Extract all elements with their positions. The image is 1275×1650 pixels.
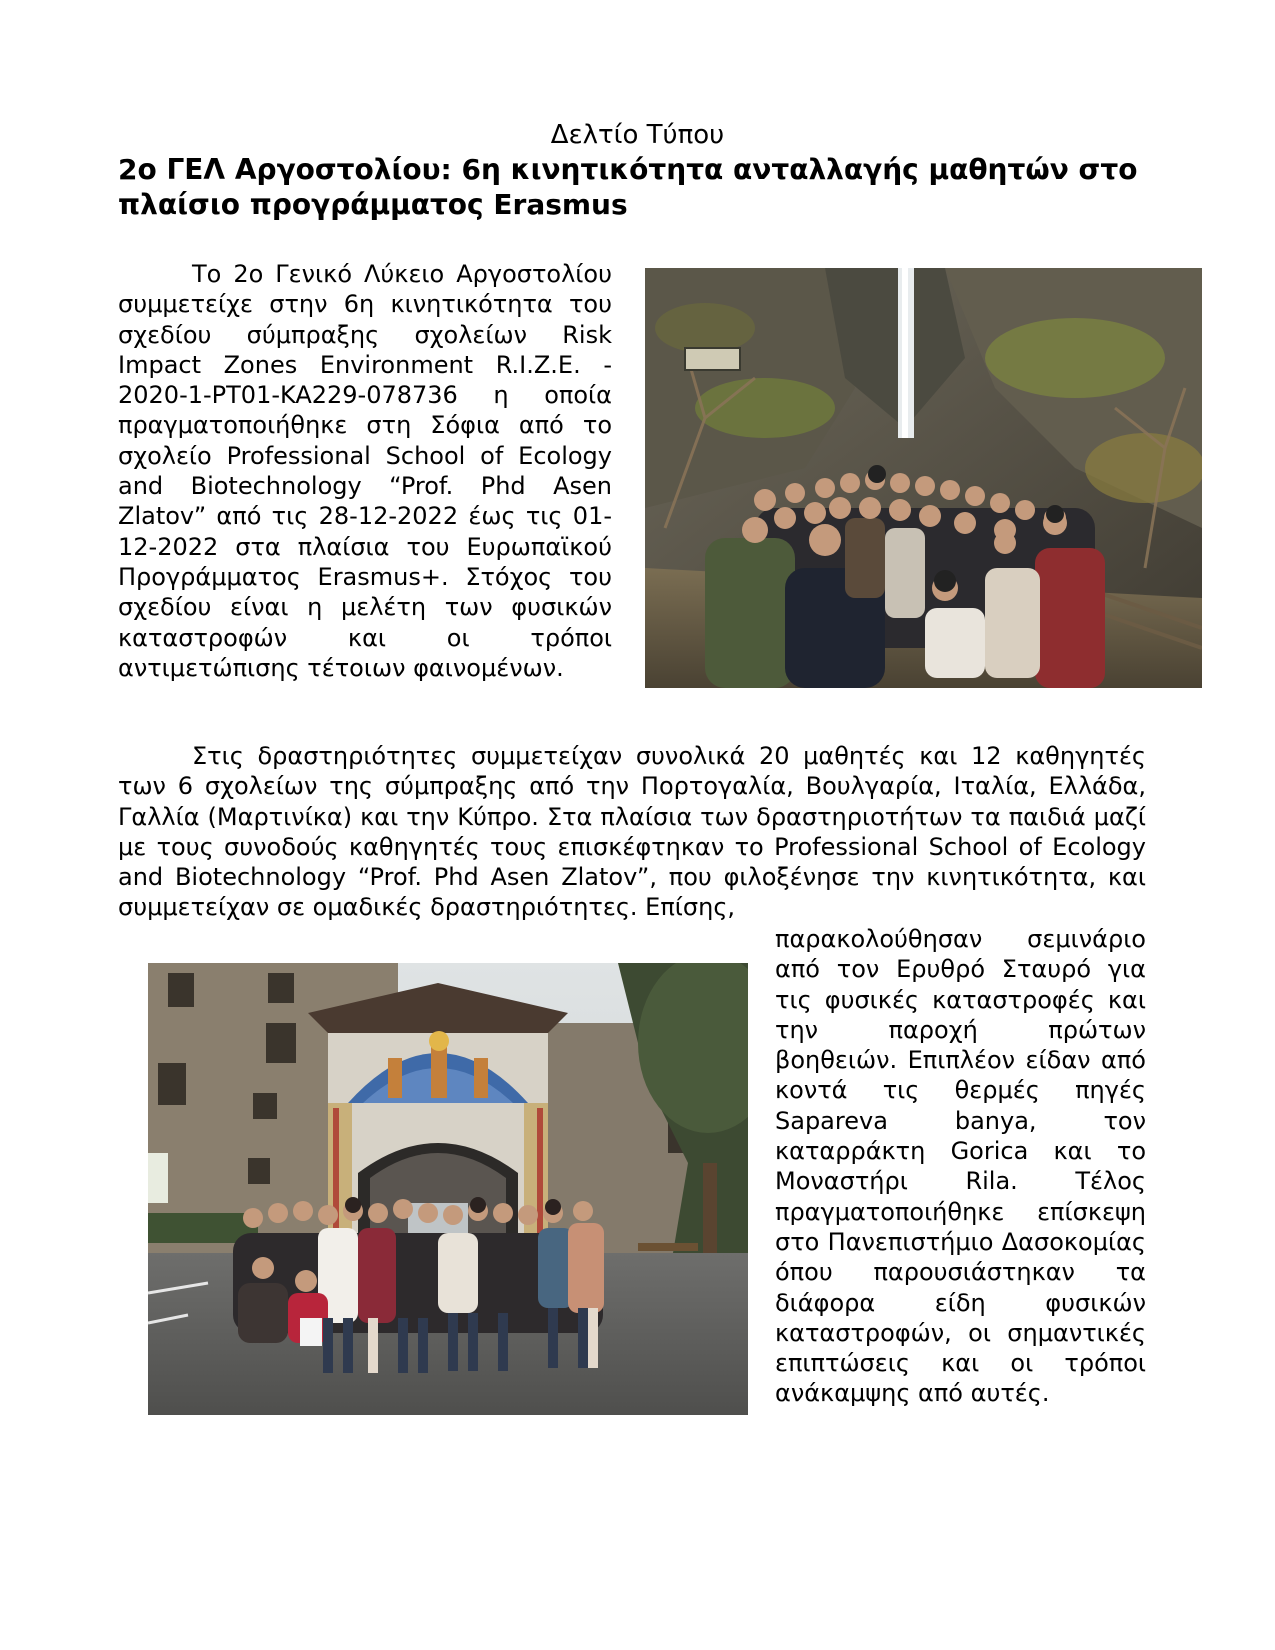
document-label: Δελτίο Τύπου	[550, 120, 725, 150]
seminar-paragraph: παρακολούθησαν σεμινάριο από τον Ερυθρό Σταυρό για τις φυσικές καταστροφές και την παροχή πρώτων βοηθειών. Επιπλέον είδαν από κοντά τις θερμές πηγές Sapareva banya, τον καταρράκτη Gorica και το Μοναστήρι Rila. Τέλος πραγματοποιήθηκε επίσκεψη στο Πανεπιστήμιο Δασοκομίας όπου παρουσιάστηκαν τα διάφορα είδη φυσικών καταστροφών, οι σημαντικές επιπτώσεις και οι τρόποι ανάκαμψης από αυτές.	[775, 925, 1146, 1408]
intro-paragraph: Το 2ο Γενικό Λύκειο Αργοστολίου συμμετείχε στην 6η κινητικότητα του σχεδίου σύμπραξης σχολείων Risk Impact Zones Environment R.I.Z.E. - 2020-1-PT01-KA229-078736 η οποία πραγματοποιήθηκε στη Σόφια από το σχολείο Professional School of Ecology and Biotechnology “Prof. Phd Asen Zlatov” από τις 28-12-2022 έως τις 01-12-2022 στα πλαίσια του Ευρωπαϊκού Προγράμματος Erasmus+. Στόχος του σχεδίου είναι η μελέτη των φυσικών καταστροφών και οι τρόποι αντιμετώπισης τέτοιων φαινομένων.	[118, 260, 612, 682]
waterfall-group-photo	[645, 268, 1202, 688]
monastery-group-photo	[148, 963, 748, 1415]
page-title: 2ο ΓΕΛ Αργοστολίου: 6η κινητικότητα ανταλλαγής μαθητών στο πλαίσιο προγράμματος Erasmus	[118, 153, 1138, 221]
activities-paragraph: Στις δραστηριότητες συμμετείχαν συνολικά 20 μαθητές και 12 καθηγητές των 6 σχολείων της σύμπραξης από την Πορτογαλία, Βουλγαρία, Ιταλία, Ελλάδα, Γαλλία (Μαρτινίκα) και την Κύπρο. Στα πλαίσια των δραστηριοτήτων τα παιδιά μαζί με τους συνοδούς καθηγητές τους επισκέφτηκαν το Professional School of Ecology and Biotechnology “Prof. Phd Asen Zlatov”, που φιλοξένησε την κινητικότητα, και συμμετείχαν σε ομαδικές δραστηριότητες. Επίσης,	[118, 742, 1146, 922]
